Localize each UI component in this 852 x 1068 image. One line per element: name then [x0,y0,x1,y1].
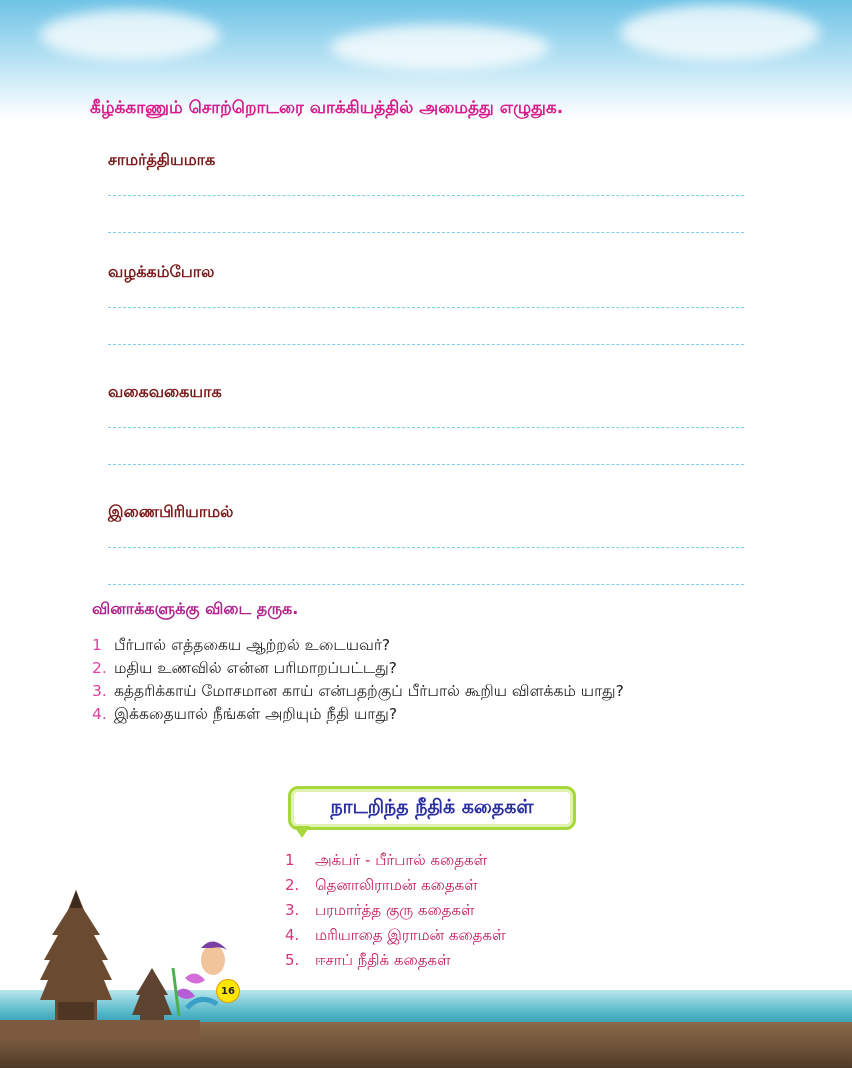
story-item [285,851,506,876]
answer-line[interactable] [108,232,744,233]
answer-line[interactable] [108,344,744,345]
answer-line[interactable] [108,427,744,428]
story-title: பரமார்த்த குரு கதைகள் [315,901,475,919]
phrase-label: இணைபிரியாமல் [108,502,234,521]
story-number: 5. [285,951,300,969]
question-text: மதிய உணவில் என்ன பரிமாறப்பட்டது? [114,659,397,677]
answer-line[interactable] [108,464,744,465]
answer-line[interactable] [108,547,744,548]
story-number: 3. [285,901,300,919]
questions-heading: வினாக்களுக்கு விடை தருக. [92,599,299,618]
phrase-block [108,262,744,283]
lotus-lady-illustration-icon [165,938,235,1018]
question-item [92,636,624,659]
question-text: இக்கதையால் நீங்கள் அறியும் நீதி யாது? [114,705,398,723]
story-title: ஈசாப் நீதிக் கதைகள் [315,951,451,969]
phrase-label: சாமர்த்தியமாக [108,150,216,169]
story-number: 2. [285,876,300,894]
phrase-label: வகைவகையாக [108,382,222,401]
answer-line[interactable] [108,195,744,196]
question-number: 4. [92,705,107,723]
banner-tail [294,826,310,838]
story-number: 4. [285,926,300,944]
story-item [285,926,506,951]
story-title: தெனாலிராமன் கதைகள் [315,876,478,894]
cloud [330,25,550,70]
question-number: 2. [92,659,107,677]
question-item [92,659,624,682]
story-item [285,876,506,901]
question-item [92,682,624,705]
cloud [620,5,820,60]
stories-list [285,851,506,976]
phrase-block [108,502,744,523]
question-text: பீர்பால் எத்தகைய ஆற்றல் உடையவர்? [114,636,391,654]
story-item [285,901,506,926]
answer-line[interactable] [108,584,744,585]
story-title: அக்பர் - பீர்பால் கதைகள் [315,851,488,869]
instruction-heading: கீழ்க்காணும் சொற்றொடரை வாக்கியத்தில் அமைத்து எழுதுக. [90,98,564,118]
question-list [92,636,624,728]
cloud [40,10,220,60]
question-item [92,705,624,728]
question-number: 1 [92,636,102,654]
question-text: கத்தரிக்காய் மோசமான காய் என்பதற்குப் பீர்பால் கூறிய விளக்கம் யாது? [114,682,624,700]
story-item [285,951,506,976]
story-title: மரியாதை இராமன் கதைகள் [315,926,506,944]
story-number: 1 [285,851,295,869]
page-number: 16 [216,979,240,1003]
phrase-label: வழக்கம்போல [108,262,215,281]
stories-banner: நாடறிந்த நீதிக் கதைகள் [288,786,576,830]
answer-line[interactable] [108,307,744,308]
question-number: 3. [92,682,107,700]
phrase-block [108,382,744,403]
phrase-block [108,150,744,171]
